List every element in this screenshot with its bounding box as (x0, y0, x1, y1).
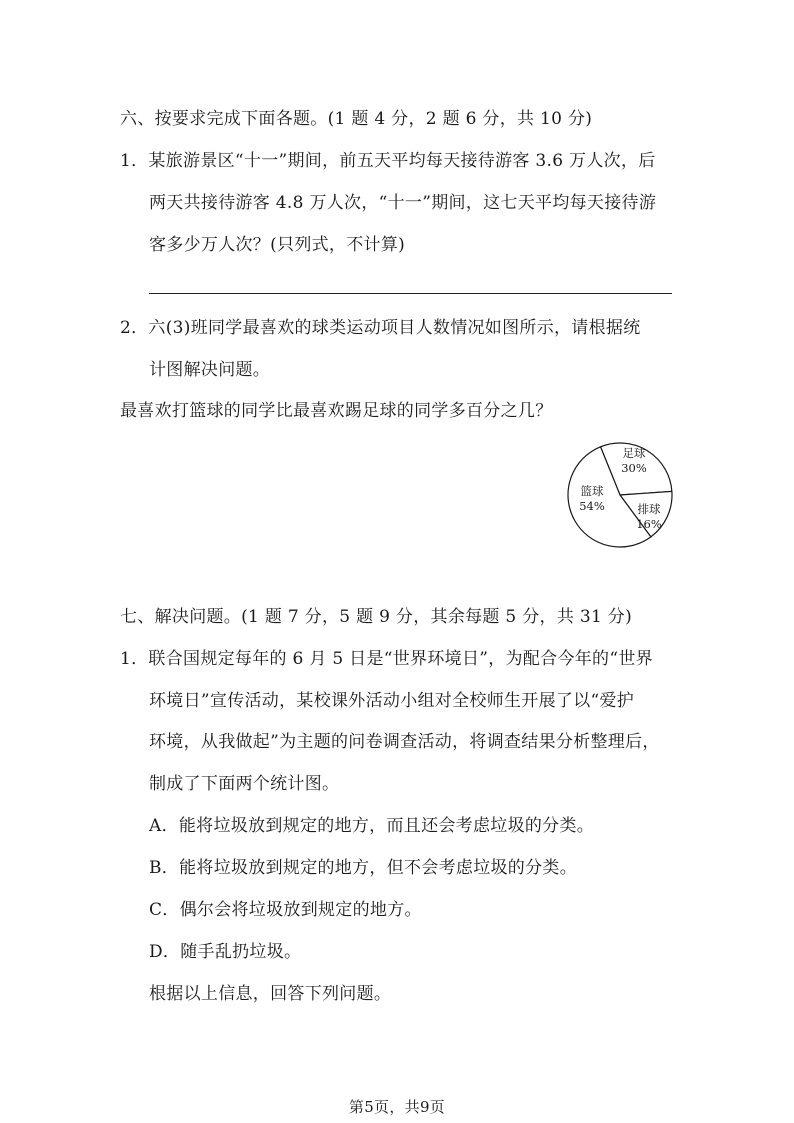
section7-q1-line3: 环境，从我做起”为主题的问卷调查活动，将调查结果分析整理后， (149, 732, 660, 752)
pie-slice-value-0: 30% (621, 461, 647, 475)
section6-heading: 六、按要求完成下面各题。(1 题 4 分，2 题 6 分，共 10 分) (120, 109, 593, 129)
section7-q1-line1: 1．联合国规定每年的 6 月 5 日是“世界环境日”，为配合今年的“世界 (120, 649, 653, 669)
pie-slice-label-2: 篮球 (580, 484, 604, 498)
option-a: A．能将垃圾放到规定的地方，而且还会考虑垃圾的分类。 (149, 816, 595, 836)
page-footer: 第5页，共9页 (348, 1098, 446, 1116)
section7-q1-line2: 环境日”宣传活动，某校课外活动小组对全校师生开展了以“爱护 (149, 691, 635, 711)
section7-heading: 七、解决问题。(1 题 7 分，5 题 9 分，其余每题 5 分，共 31 分) (120, 607, 633, 627)
option-b: B．能将垃圾放到规定的地方，但不会考虑垃圾的分类。 (149, 858, 577, 878)
option-d: D．随手乱扔垃圾。 (149, 942, 302, 962)
pie-slice-value-1: 16% (636, 517, 662, 531)
pie-slice-label-0: 足球 (622, 446, 646, 460)
section6-q2-question: 最喜欢打篮球的同学比最喜欢踢足球的同学多百分之几？ (120, 401, 553, 421)
section7-q1-prompt: 根据以上信息，回答下列问题。 (149, 984, 392, 1004)
pie-slice-value-2: 54% (579, 499, 605, 513)
option-c: C．偶尔会将垃圾放到规定的地方。 (149, 900, 422, 920)
ball-sports-pie-chart (562, 440, 678, 550)
section7-q1-line4: 制成了下面两个统计图。 (149, 774, 340, 794)
section6-q1-line1: 1．某旅游景区“十一”期间，前五天平均每天接待游客 3.6 万人次，后 (120, 151, 656, 171)
section6-q1-line3: 客多少万人次？(只列式，不计算) (149, 235, 406, 255)
pie-slice-label-1: 排球 (637, 502, 661, 516)
section6-q1-line2: 两天共接待游客 4.8 万人次，“十一”期间，这七天平均每天接待游 (149, 193, 657, 213)
pie-chart-svg (562, 440, 678, 550)
section6-q2-line1: 2．六(3)班同学最喜欢的球类运动项目人数情况如图所示，请根据统 (120, 318, 641, 338)
section6-q2-line2: 计图解决问题。 (149, 360, 271, 380)
answer-line (149, 293, 672, 294)
